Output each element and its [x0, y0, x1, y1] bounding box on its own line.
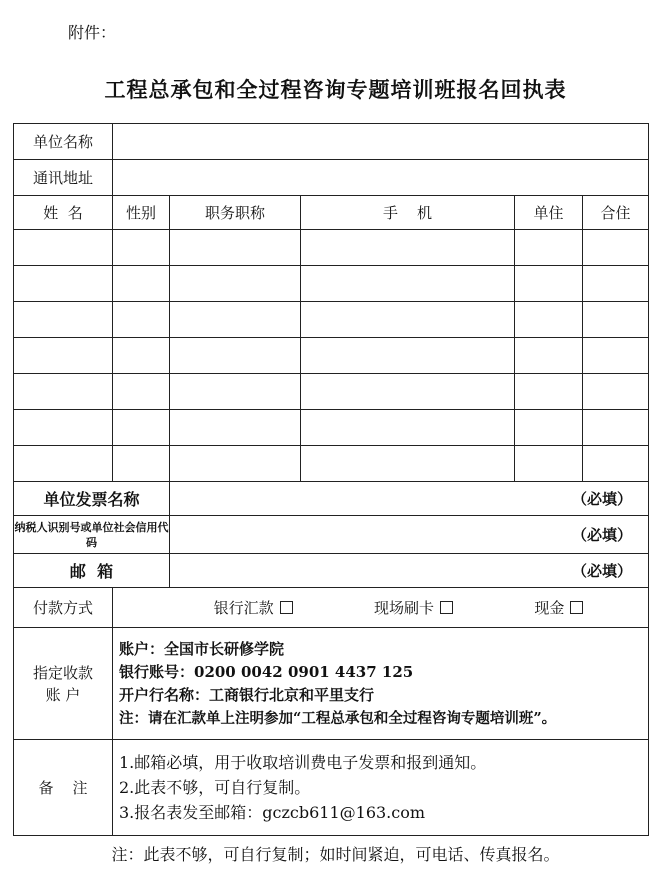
- page-title: 工程总承包和全过程咨询专题培训班报名回执表: [104, 77, 567, 102]
- participant-single-cell[interactable]: [515, 230, 583, 266]
- unit-invoice-label: 单位发票名称: [14, 482, 170, 516]
- participant-name-cell[interactable]: [14, 374, 113, 410]
- participant-row: [14, 302, 649, 338]
- participant-single-cell[interactable]: [515, 302, 583, 338]
- participant-gender-cell[interactable]: [113, 266, 170, 302]
- account-row: [14, 628, 649, 740]
- account-label: [14, 628, 113, 740]
- payment-option-cash[interactable]: [534, 597, 583, 618]
- participant-name-cell[interactable]: [14, 266, 113, 302]
- remarks-row: [14, 740, 649, 836]
- participant-single-cell[interactable]: [515, 266, 583, 302]
- unit-invoice-required[interactable]: （必填）: [170, 482, 649, 516]
- participant-single-cell[interactable]: [515, 410, 583, 446]
- participant-phone-cell[interactable]: [301, 446, 515, 482]
- participant-name-cell[interactable]: [14, 446, 113, 482]
- payment-option-label: 银行汇款: [213, 599, 274, 617]
- participant-single-cell[interactable]: [515, 374, 583, 410]
- payment-label: 付款方式: [14, 588, 113, 628]
- participant-position-cell[interactable]: [170, 266, 301, 302]
- email-row: [14, 554, 649, 588]
- participant-gender-cell[interactable]: [113, 446, 170, 482]
- unit-name-label: 单位名称: [14, 124, 113, 160]
- remarks-list: [113, 740, 649, 836]
- participant-single-cell[interactable]: [515, 446, 583, 482]
- participant-gender-cell[interactable]: [113, 230, 170, 266]
- col-header-shared-room: 合住: [583, 196, 649, 230]
- participant-position-cell[interactable]: [170, 338, 301, 374]
- account-details: [113, 628, 649, 740]
- tax-id-label: 纳税人识别号或单位社会信用代码: [14, 516, 170, 554]
- checkbox-icon[interactable]: [440, 601, 453, 614]
- attachment-label: 附件：: [68, 23, 117, 42]
- participant-name-cell[interactable]: [14, 338, 113, 374]
- participant-phone-cell[interactable]: [301, 266, 515, 302]
- payment-options: [113, 588, 649, 628]
- participant-name-cell[interactable]: [14, 230, 113, 266]
- unit-invoice-row: [14, 482, 649, 516]
- participant-single-cell[interactable]: [515, 338, 583, 374]
- email-required[interactable]: （必填）: [170, 554, 649, 588]
- account-note: 注：请在汇款单上注明参加“工程总承包和全过程咨询专题培训班”。: [119, 709, 557, 727]
- participant-shared-cell[interactable]: [583, 446, 649, 482]
- unit-name-row: [14, 124, 649, 160]
- account-label-line1: 指定收款: [32, 663, 93, 682]
- participant-phone-cell[interactable]: [301, 374, 515, 410]
- col-header-gender: 性别: [113, 196, 170, 230]
- participant-row: [14, 374, 649, 410]
- email-label: 邮 箱: [14, 554, 170, 588]
- address-input[interactable]: [113, 160, 649, 196]
- participant-row: [14, 230, 649, 266]
- participant-name-cell[interactable]: [14, 410, 113, 446]
- payment-option-card[interactable]: [374, 597, 453, 618]
- participant-position-cell[interactable]: [170, 302, 301, 338]
- participant-shared-cell[interactable]: [583, 410, 649, 446]
- participant-position-cell[interactable]: [170, 374, 301, 410]
- participant-shared-cell[interactable]: [583, 230, 649, 266]
- participant-header-row: [14, 196, 649, 230]
- participant-name-cell[interactable]: [14, 302, 113, 338]
- col-header-phone: 手 机: [301, 196, 515, 230]
- col-header-position: 职务职称: [170, 196, 301, 230]
- participant-gender-cell[interactable]: [113, 338, 170, 374]
- address-row: [14, 160, 649, 196]
- participant-phone-cell[interactable]: [301, 302, 515, 338]
- participant-position-cell[interactable]: [170, 410, 301, 446]
- account-number: 银行账号：0200 0042 0901 4437 125: [119, 662, 414, 681]
- tax-id-row: [14, 516, 649, 554]
- payment-row: [14, 588, 649, 628]
- checkbox-icon[interactable]: [280, 601, 293, 614]
- participant-shared-cell[interactable]: [583, 338, 649, 374]
- payment-option-label: 现金: [534, 599, 565, 617]
- participant-phone-cell[interactable]: [301, 410, 515, 446]
- registration-form: [13, 123, 649, 836]
- participant-shared-cell[interactable]: [583, 302, 649, 338]
- participant-gender-cell[interactable]: [113, 374, 170, 410]
- footer-note: 注：此表不够，可自行复制；如时间紧迫，可电话、传真报名。: [111, 845, 560, 864]
- tax-id-required[interactable]: （必填）: [170, 516, 649, 554]
- payment-option-label: 现场刷卡: [374, 599, 435, 617]
- participant-row: [14, 410, 649, 446]
- participant-shared-cell[interactable]: [583, 374, 649, 410]
- participant-position-cell[interactable]: [170, 230, 301, 266]
- remarks-label: 备 注: [14, 740, 113, 836]
- participant-shared-cell[interactable]: [583, 266, 649, 302]
- participant-row: [14, 338, 649, 374]
- participant-phone-cell[interactable]: [301, 338, 515, 374]
- unit-name-input[interactable]: [113, 124, 649, 160]
- remark-item: 1.邮箱必填，用于收取培训费电子发票和报到通知。: [119, 753, 487, 772]
- account-holder: 账户：全国市长研修学院: [119, 639, 285, 658]
- participant-position-cell[interactable]: [170, 446, 301, 482]
- checkbox-icon[interactable]: [570, 601, 583, 614]
- col-header-single-room: 单住: [515, 196, 583, 230]
- account-label-line2: 账 户: [45, 685, 81, 704]
- participant-rows: [14, 230, 649, 482]
- remark-item: 3.报名表发至邮箱：gczcb611@163.com: [119, 803, 426, 822]
- account-bank: 开户行名称：工商银行北京和平里支行: [119, 685, 375, 704]
- address-label: 通讯地址: [14, 160, 113, 196]
- payment-option-bank-transfer[interactable]: [214, 597, 293, 618]
- participant-phone-cell[interactable]: [301, 230, 515, 266]
- participant-row: [14, 266, 649, 302]
- remark-item: 2.此表不够，可自行复制。: [119, 778, 311, 797]
- col-header-name: 姓 名: [14, 196, 113, 230]
- participant-row: [14, 446, 649, 482]
- participant-gender-cell[interactable]: [113, 302, 170, 338]
- participant-gender-cell[interactable]: [113, 410, 170, 446]
